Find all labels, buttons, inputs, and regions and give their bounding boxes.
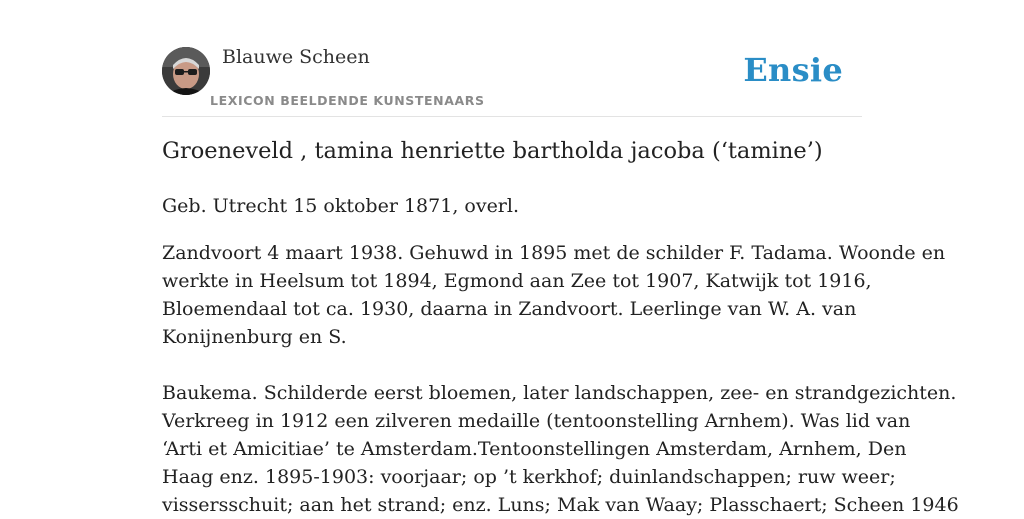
author-name[interactable]: Blauwe Scheen: [222, 46, 370, 68]
paragraph-line: Haag enz. 1895-1903: voorjaar; op ’t kerkhof; duinlandschappen; ruw weer;: [162, 466, 896, 488]
article-intro: Geb. Utrecht 15 oktober 1871, overl.: [162, 195, 520, 217]
paragraph-line: vissersschuit; aan het strand; enz. Luns; Mak van Waay; Plasschaert; Scheen 1946: [162, 494, 959, 516]
site-logo[interactable]: Ensie: [743, 51, 843, 89]
paragraph-line: werkte in Heelsum tot 1894, Egmond aan Zee tot 1907, Katwijk tot 1916,: [162, 270, 872, 292]
article-title: Groeneveld , tamina henriette bartholda jacoba (‘tamine’): [162, 138, 823, 164]
avatar-photo-icon: [162, 47, 210, 95]
page-header: [162, 45, 862, 117]
paragraph-line: Konijnenburg en S.: [162, 326, 347, 348]
paragraph-line: Zandvoort 4 maart 1938. Gehuwd in 1895 met de schilder F. Tadama. Woonde en: [162, 242, 946, 264]
article-body: [162, 239, 959, 519]
paragraph-line: ‘Arti et Amicitiae’ te Amsterdam.Tentoonstellingen Amsterdam, Arnhem, Den: [162, 438, 907, 460]
author-avatar[interactable]: [162, 47, 210, 95]
paragraph-gap: [162, 351, 872, 379]
category-label[interactable]: LEXICON BEELDENDE KUNSTENAARS: [210, 93, 485, 108]
paragraph-line: Baukema. Schilderde eerst bloemen, later landschappen, zee- en strandgezichten.: [162, 382, 957, 404]
paragraph-line: Bloemendaal tot ca. 1930, daarna in Zandvoort. Leerlinge van W. A. van: [162, 298, 857, 320]
paragraph-line: Verkreeg in 1912 een zilveren medaille (tentoonstelling Arnhem). Was lid van: [162, 410, 911, 432]
